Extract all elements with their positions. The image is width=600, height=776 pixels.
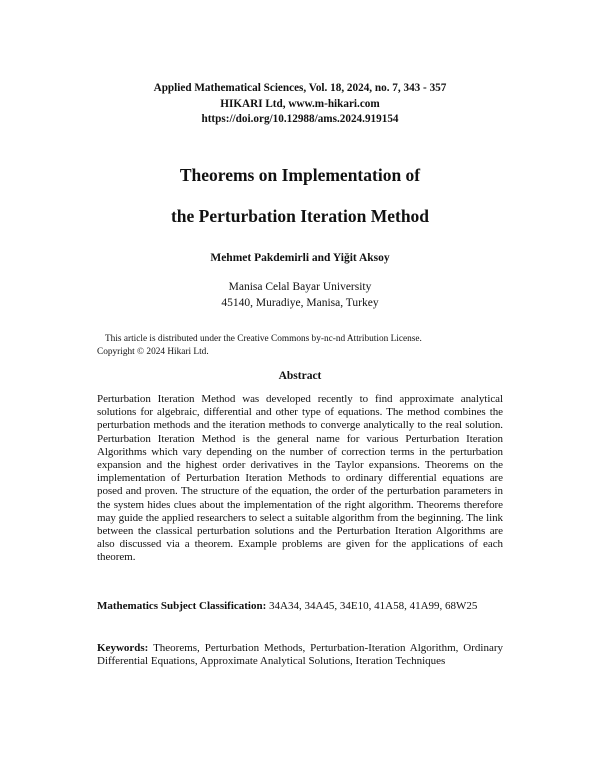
copyright-text: Copyright © 2024 Hikari Ltd. <box>97 346 209 357</box>
keywords-list: Theorems, Perturbation Methods, Perturbation-Iteration Algorithm, Ordinary Differential Equations, Approximate Analytical Solutions, Iteration Techniques <box>97 642 504 668</box>
keywords <box>97 642 503 668</box>
abstract-body: Perturbation Iteration Method was developed recently to find approximate analytical solutions for algebraic, differential and other type of equations. The method combines the perturbation methods and the iteration methods to converge analytically to the real solution. Perturbation Iteration Method is the general name for various Perturbation Iteration Algorithms which vary depending on the number of correction terms in the perturbation expansion and the highest order derivatives in the Taylor expansions. Theorems on the implementation of Perturbation Iteration Methods to ordinary differential equations are posed and proven. The structure of the equation, the order of the perturbation parameters in the system hides clues about the implementation of the right algorithm. Theorems therefore may guide the applied researchers to select a suitable algorithm from the beginning. The link between the classical perturbation solutions and the Perturbation Iteration Algorithms are also discussed via a theorem. Example problems are given for the applications of each theorem. <box>97 393 503 564</box>
journal-citation: Applied Mathematical Sciences, Vol. 18, 2024, no. 7, 343 - 357 <box>153 82 447 94</box>
msc-label: Mathematics Subject Classification: <box>97 600 267 612</box>
paper-title-line-1: Theorems on Implementation of <box>179 165 421 185</box>
msc-codes: 34A34, 34A45, 34E10, 41A58, 41A99, 68W25 <box>269 600 478 612</box>
affiliation <box>0 279 600 311</box>
journal-header <box>0 81 600 128</box>
license-text: This article is distributed under the Creative Commons by-nc-nd Attribution License. <box>105 334 422 344</box>
author-list: Mehmet Pakdemirli and Yiğit Aksoy <box>210 252 390 264</box>
doi-link[interactable]: https://doi.org/10.12988/ams.2024.919154 <box>201 113 399 125</box>
paper-title-line-2: the Perturbation Iteration Method <box>170 206 430 226</box>
affiliation-institution: Manisa Celal Bayar University <box>228 281 372 293</box>
publisher-line: HIKARI Ltd, www.m-hikari.com <box>220 97 380 110</box>
msc-classification <box>97 600 503 613</box>
abstract-heading: Abstract <box>278 370 322 382</box>
license-notice <box>97 333 517 358</box>
keywords-label: Keywords: <box>97 642 149 654</box>
affiliation-address: 45140, Muradiye, Manisa, Turkey <box>221 297 379 309</box>
